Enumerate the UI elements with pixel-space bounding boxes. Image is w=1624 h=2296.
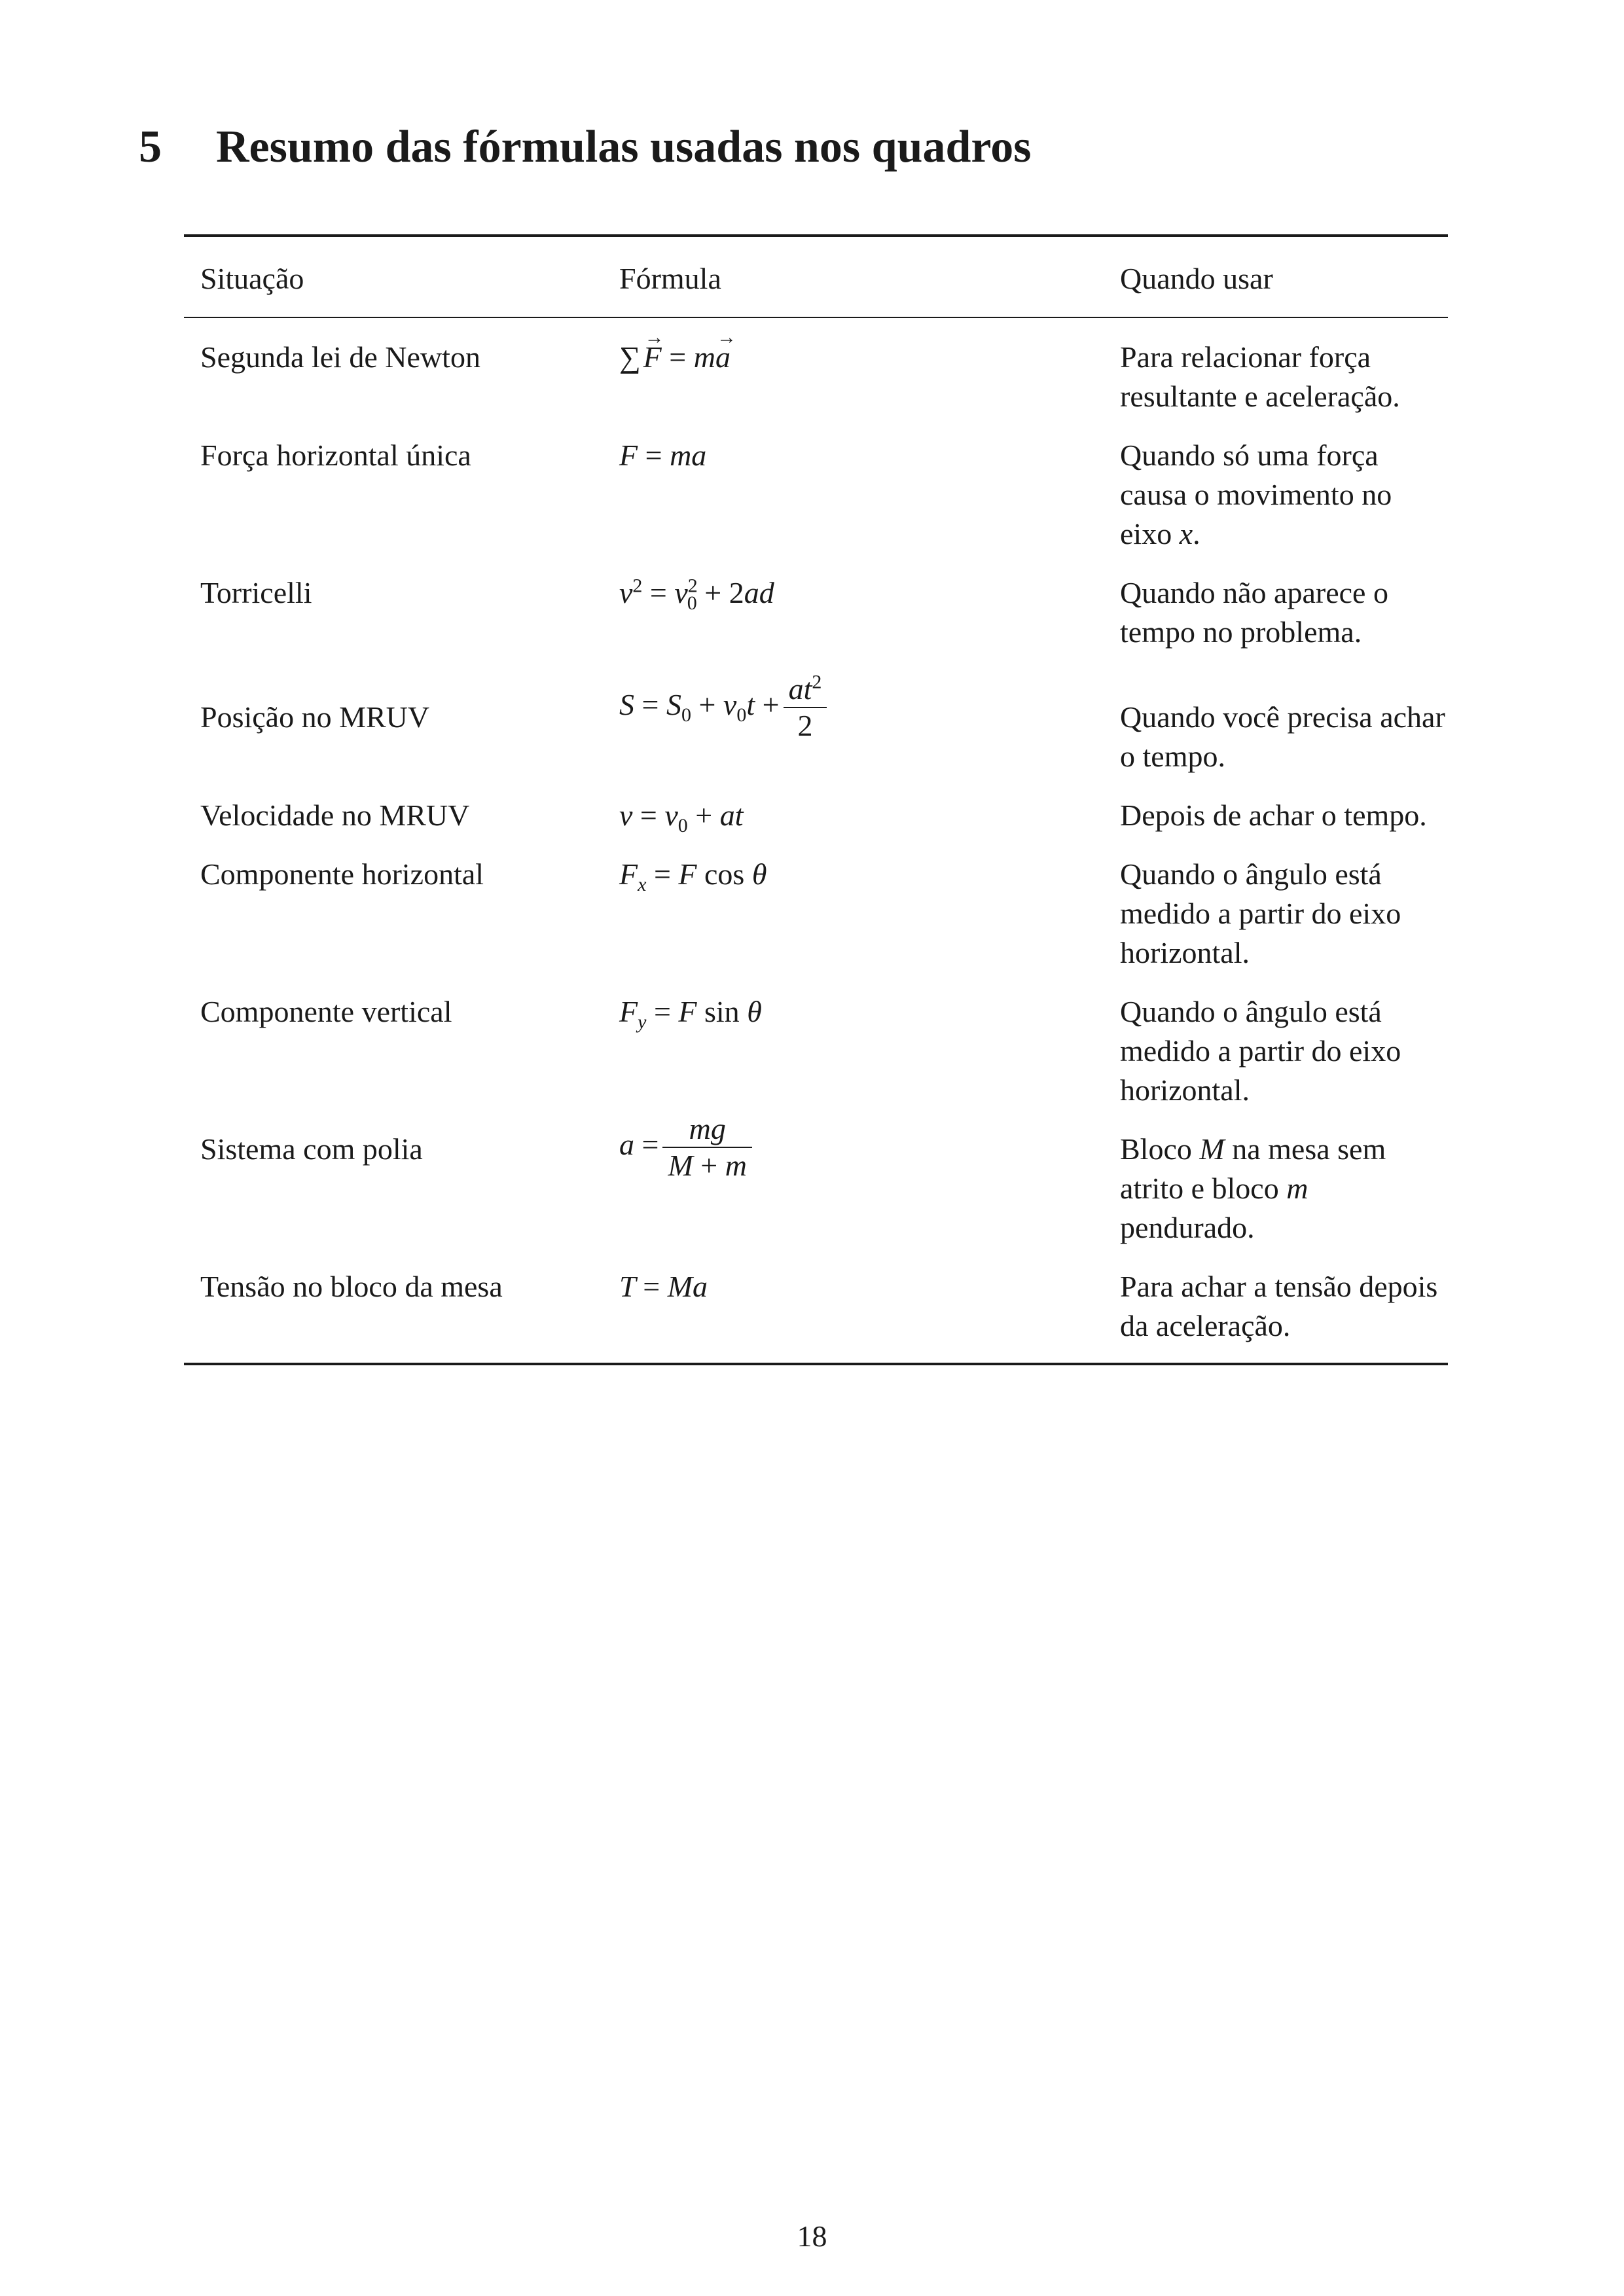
usage-cell: Para relacionar força resultante e aceleração.: [1120, 340, 1400, 413]
formula-pulley-system: a = $\frac{mg}{M + m}$: [619, 1128, 756, 1161]
formula-position-mruv: $S = S_0 + v_0t$ + $\frac{at^2}{2}$: [619, 688, 831, 721]
formula-horizontal-component: $F_x = F$ cos θ: [619, 857, 767, 896]
fraction: $\frac{mg}{M + m}$: [662, 1111, 752, 1183]
header-formula: Fórmula: [619, 262, 721, 295]
situation-cell: Velocidade no MRUV: [200, 798, 470, 832]
formula-summary-table: [184, 234, 1448, 1365]
table-row: [184, 1267, 1448, 1363]
formula-newton: ∑ → F = m→ a: [619, 340, 731, 374]
formula-velocity-mruv: $v = v_0$ + at: [619, 798, 744, 837]
situation-cell: Posição no MRUV: [200, 700, 430, 734]
table-row: [184, 318, 1448, 436]
formula-cell: [603, 436, 1104, 573]
formula-cell: [603, 855, 1104, 992]
page-number: 18: [797, 2219, 827, 2253]
table-row: [184, 992, 1448, 1130]
situation-cell: Torricelli: [200, 576, 312, 609]
formula-single-force: F = ma: [619, 439, 707, 472]
usage-cell: Quando só uma força causa o movimento no eixo x.: [1120, 439, 1392, 550]
table-bottom-rule: [184, 1363, 1448, 1365]
table-header-row: [184, 237, 1448, 317]
situation-cell: Segunda lei de Newton: [200, 340, 480, 374]
situation-cell: Componente vertical: [200, 995, 452, 1028]
situation-cell: Sistema com polia: [200, 1132, 423, 1166]
usage-cell: Depois de achar o tempo.: [1120, 798, 1427, 832]
formula-cell: [603, 1267, 1104, 1363]
section-heading: [139, 124, 1031, 170]
situation-cell: Componente horizontal: [200, 857, 484, 891]
formula-cell: [603, 1112, 1104, 1267]
usage-cell: Quando o ângulo está medido a partir do eixo horizontal.: [1120, 857, 1401, 969]
table-row: [184, 855, 1448, 992]
table-row: [184, 436, 1448, 573]
header-situation: Situação: [200, 262, 304, 295]
usage-cell: Bloco M na mesa sem atrito e bloco m pendurado.: [1120, 1132, 1386, 1244]
situation-cell: Tensão no bloco da mesa: [200, 1270, 503, 1303]
formula-cell: [603, 796, 1104, 855]
usage-cell: Para achar a tensão depois da aceleração.: [1120, 1270, 1438, 1342]
formula-cell: [603, 992, 1104, 1130]
formula-cell: [603, 318, 1104, 436]
formula-torricelli: $v^2 = v^2_0 + 2ad$: [619, 575, 774, 615]
table-row: [184, 573, 1448, 672]
section-title: Resumo das fórmulas usadas nos quadros: [216, 122, 1032, 172]
formula-cell: [603, 672, 1104, 796]
table-row: [184, 672, 1448, 796]
formula-cell: [603, 573, 1104, 672]
usage-cell: Quando você precisa achar o tempo.: [1120, 700, 1445, 773]
formula-table-block-tension: T = Ma: [619, 1270, 708, 1303]
section-number: 5: [139, 122, 162, 172]
formula-vertical-component: $F_y = F$ sin θ: [619, 995, 762, 1033]
situation-cell: Força horizontal única: [200, 439, 471, 472]
header-usage: Quando usar: [1120, 262, 1273, 295]
fraction: $\frac{at^2}{2}$: [784, 672, 827, 744]
table-row: [184, 1130, 1448, 1267]
usage-cell: Quando o ângulo está medido a partir do eixo horizontal.: [1120, 995, 1401, 1107]
usage-cell: Quando não aparece o tempo no problema.: [1120, 576, 1388, 649]
table-row: [184, 796, 1448, 855]
